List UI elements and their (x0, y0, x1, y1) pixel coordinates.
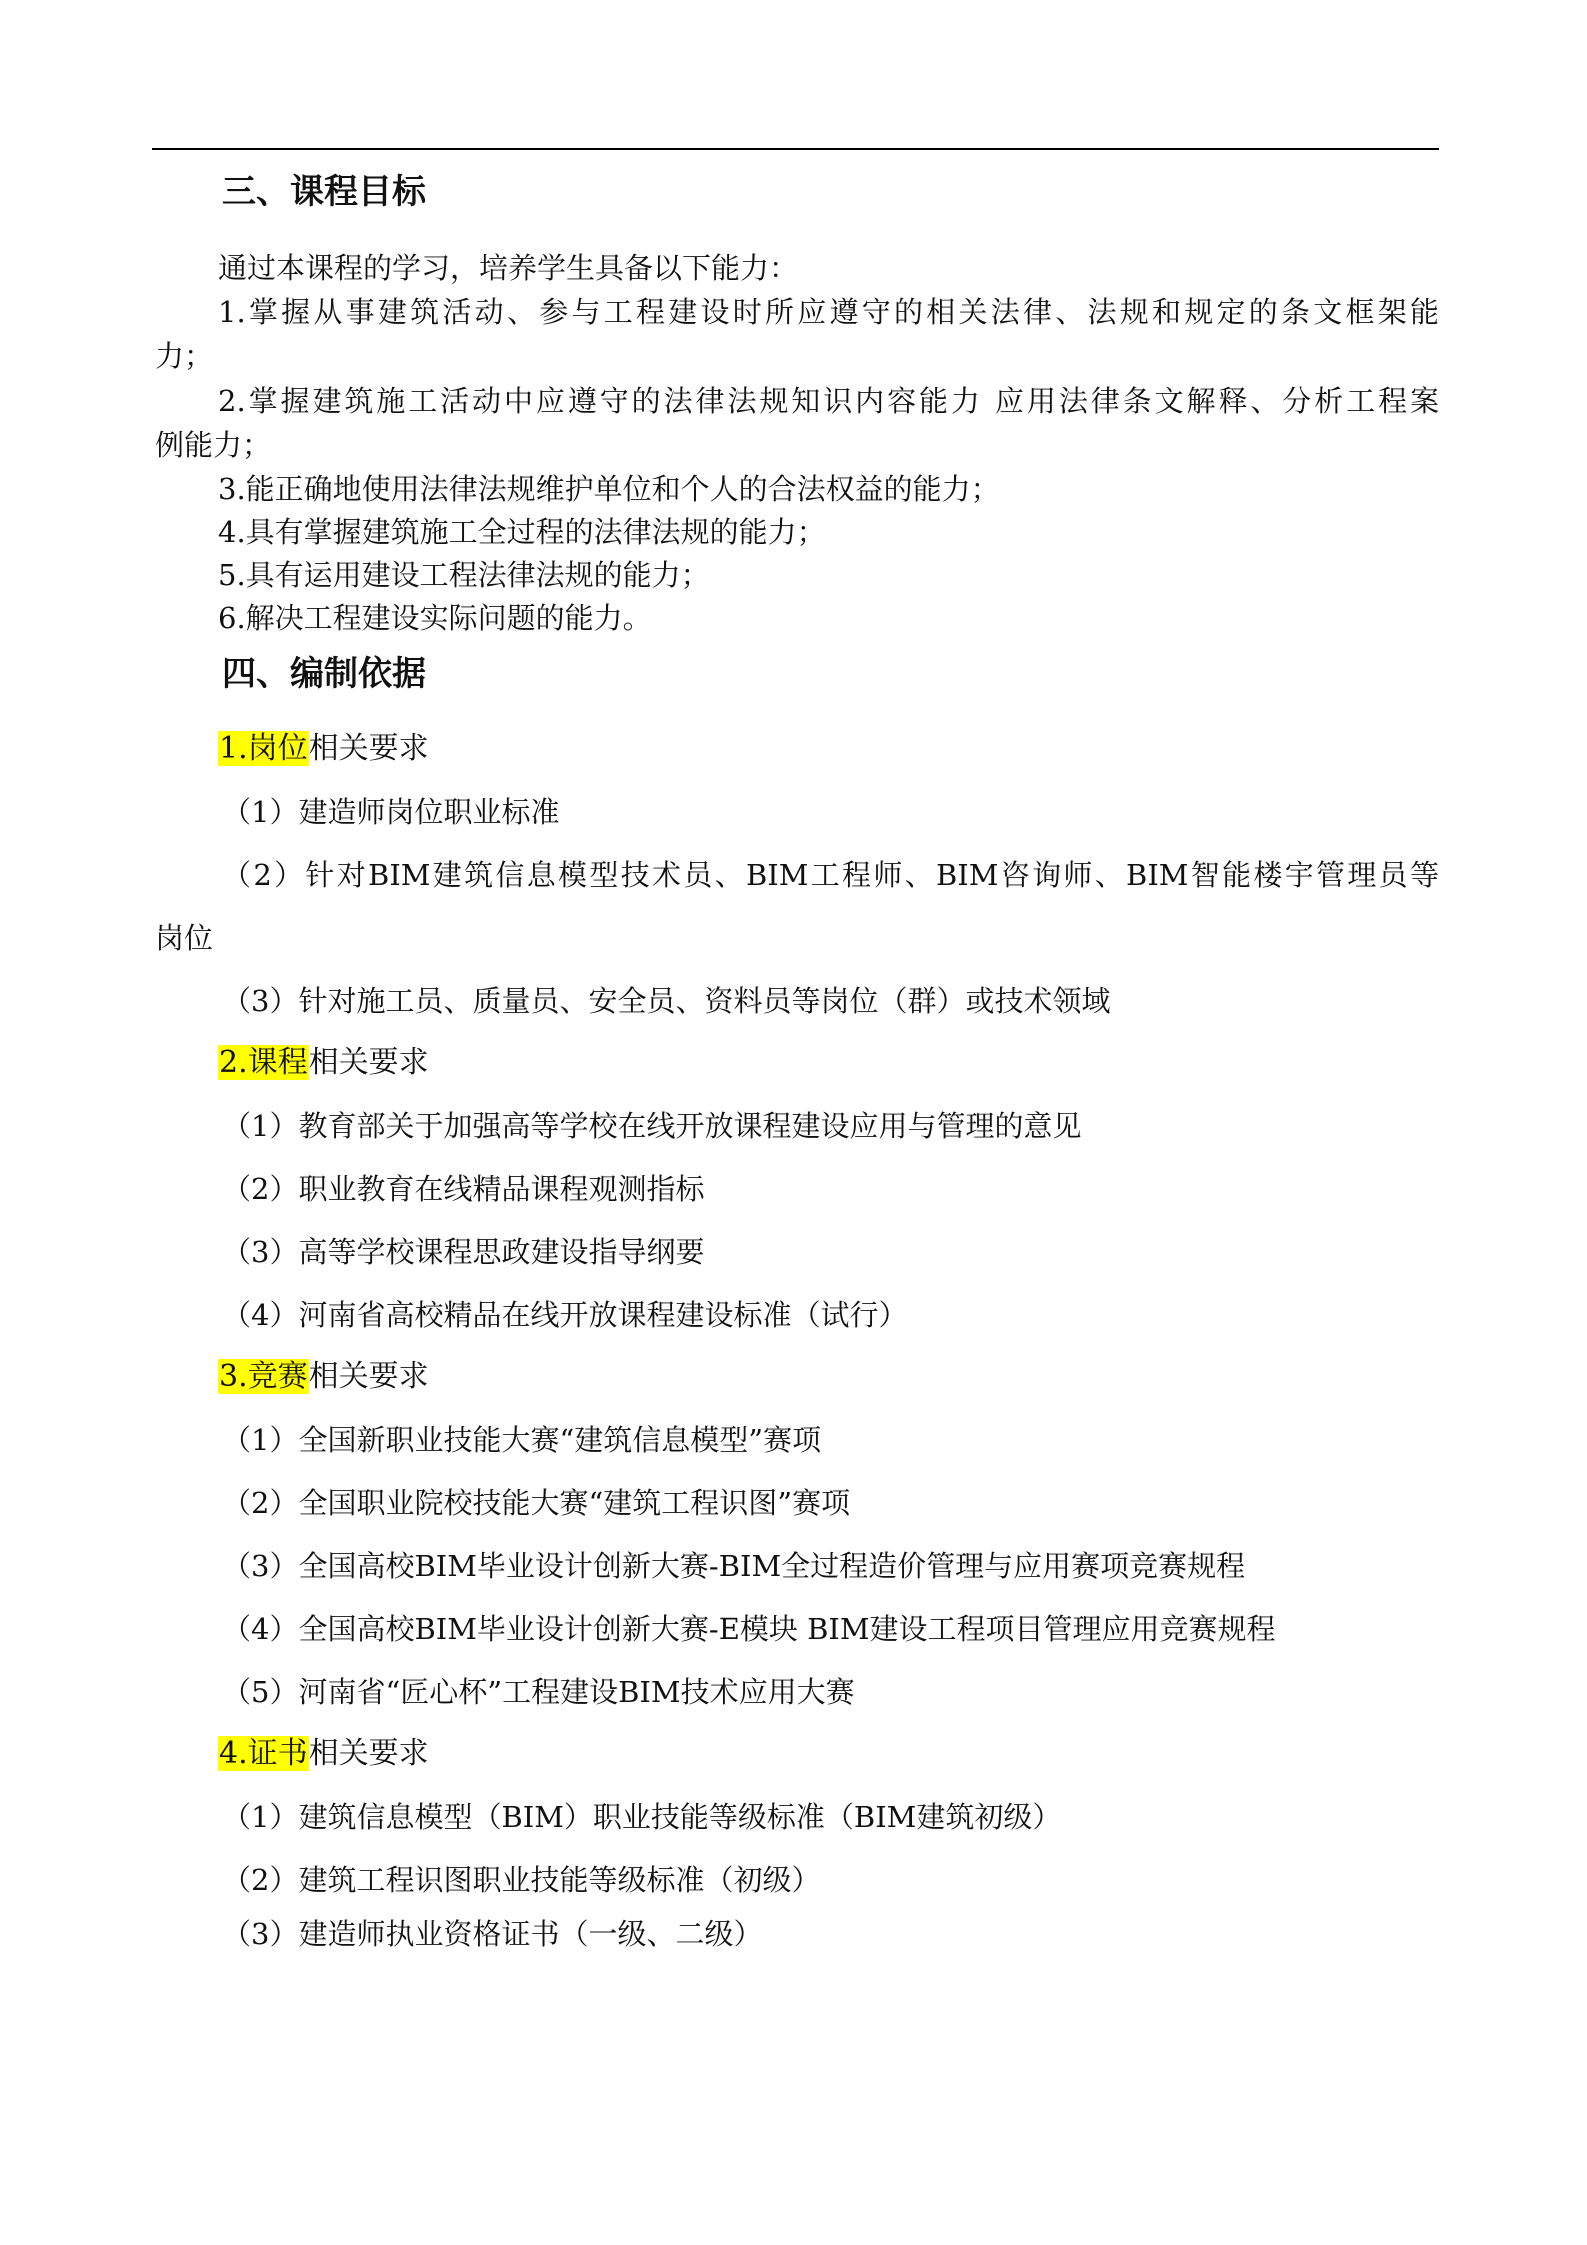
g1-item-2-line-2: 岗位 (155, 921, 214, 955)
g3-item-3: （3）全国高校BIM毕业设计创新大赛-BIM全过程造价管理与应用赛项竞赛规程 (222, 1549, 1246, 1583)
group-1-highlight: 1.岗位 (219, 731, 308, 766)
s3-item-4: 4.具有掌握建筑施工全过程的法律法规的能力； (218, 515, 826, 549)
group-2-highlight: 2.课程 (219, 1045, 308, 1080)
group-4-highlight: 4.证书 (219, 1736, 308, 1771)
s3-item-3: 3.能正确地使用法律法规维护单位和个人的合法权益的能力； (218, 472, 1000, 506)
s3-item-6: 6.解决工程建设实际问题的能力。 (218, 601, 652, 635)
s3-item-1-line-2: 力； (155, 339, 214, 373)
group-1-title: 1.岗位相关要求 (219, 731, 429, 766)
g1-item-2-line-1: （2）针对BIM建筑信息模型技术员、BIM工程师、BIM咨询师、BIM智能楼宇管理员等 (222, 858, 1439, 892)
s3-item-5: 5.具有运用建设工程法律法规的能力； (218, 558, 710, 592)
g2-item-2: （2）职业教育在线精品课程观测指标 (222, 1172, 705, 1206)
s3-intro: 通过本课程的学习，培养学生具备以下能力： (218, 251, 799, 285)
group-3-highlight: 3.竞赛 (219, 1359, 308, 1394)
s3-item-2-line-1: 2.掌握建筑施工活动中应遵守的法律法规知识内容能力 应用法律条文解释、分析工程案 (218, 384, 1439, 418)
s3-item-2-line-2: 例能力； (155, 428, 272, 462)
g1-item-1: （1）建造师岗位职业标准 (222, 795, 560, 829)
section-4-heading: 四、编制依据 (222, 654, 426, 694)
g2-item-4: （4）河南省高校精品在线开放课程建设标准（试行） (222, 1298, 908, 1332)
g2-item-1: （1）教育部关于加强高等学校在线开放课程建设应用与管理的意见 (222, 1109, 1082, 1143)
g1-item-3: （3）针对施工员、质量员、安全员、资料员等岗位（群）或技术领域 (222, 984, 1111, 1018)
g4-item-1: （1）建筑信息模型（BIM）职业技能等级标准（BIM建筑初级） (222, 1800, 1062, 1834)
g3-item-1: （1）全国新职业技能大赛“建筑信息模型”赛项 (222, 1423, 822, 1457)
header-rule (152, 148, 1439, 150)
g3-item-5: （5）河南省“匠心杯”工程建设BIM技术应用大赛 (222, 1675, 855, 1709)
g3-item-2: （2）全国职业院校技能大赛“建筑工程识图”赛项 (222, 1486, 851, 1520)
g3-item-4: （4）全国高校BIM毕业设计创新大赛-E模块 BIM建设工程项目管理应用竞赛规程 (222, 1612, 1276, 1646)
section-3-heading: 三、课程目标 (222, 172, 426, 212)
group-3-title: 3.竞赛相关要求 (219, 1359, 429, 1394)
group-4-title: 4.证书相关要求 (219, 1736, 429, 1771)
g2-item-3: （3）高等学校课程思政建设指导纲要 (222, 1235, 705, 1269)
g4-item-2: （2）建筑工程识图职业技能等级标准（初级） (222, 1863, 821, 1897)
group-2-title: 2.课程相关要求 (219, 1045, 429, 1080)
g4-item-3: （3）建造师执业资格证书（一级、二级） (222, 1917, 763, 1951)
s3-item-1-line-1: 1.掌握从事建筑活动、参与工程建设时所应遵守的相关法律、法规和规定的条文框架能 (218, 295, 1439, 329)
